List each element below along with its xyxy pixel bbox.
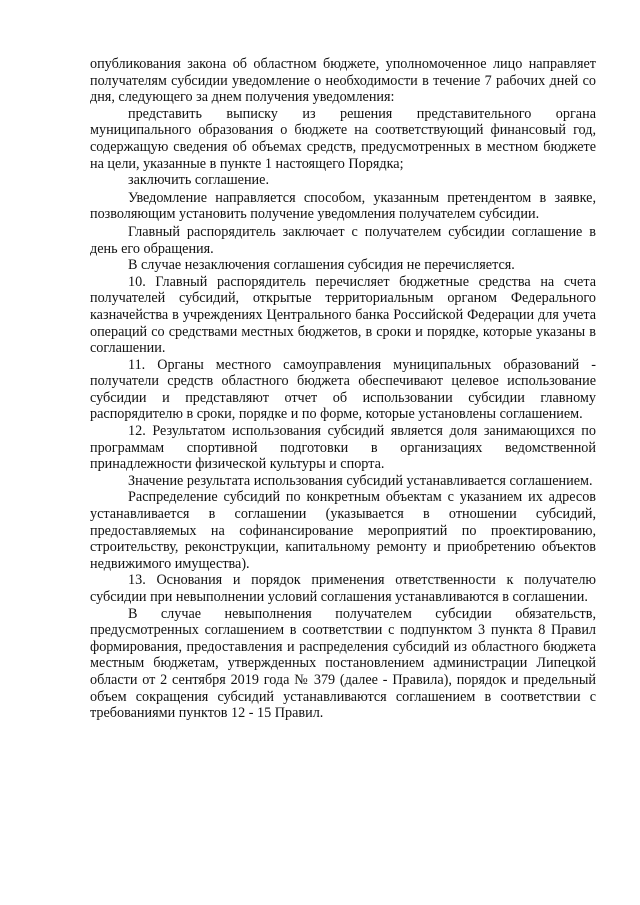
document-page [90, 56, 596, 722]
paragraph-item-12: 12. Результатом использования субсидий является доля занимающихся по программам спортивной подготовки в организациях ведомственной принадлежности физической культуры и спорта. [90, 423, 596, 473]
paragraph-no-transfer: В случае незаключения соглашения субсидия не перечисляется. [128, 257, 515, 274]
paragraph-distribution: Распределение субсидий по конкретным объектам с указанием их адресов устанавливается в соглашении (указывается в отношении субсидий, предоставляемых на софинансирование мероприятий по проектированию, строительству, реконструкции, капитальному ремонту и приобретению объектов недвижимого имущества). [90, 489, 596, 572]
paragraph-agreement-day: Главный распорядитель заключает с получателем субсидии соглашение в день его обращения. [90, 223, 596, 257]
paragraph-item-13: 13. Основания и порядок применения ответственности к получателю субсидии при невыполнении условий соглашения устанавливаются в соглашении. [90, 572, 596, 605]
paragraph-conclude-agreement: заключить соглашение. [128, 172, 269, 189]
paragraph-non-fulfillment: В случае невыполнения получателем субсидии обязательств, предусмотренных соглашением в соответствии с подпунктом 3 пункта 8 Правил формирования, предоставления и распределения субсидий из областного бюджета местным бюджетам, утвержденных постановлением администрации Липецкой области от 2 сентября 2019 года № 379 (далее - Правила), порядок и предельный объем сокращения субсидий устанавливаются соглашением в соответствии с требованиями пунктов 12 - 15 Правил. [90, 605, 596, 722]
paragraph-notification-method: Уведомление направляется способом, указанным претендентом в заявке, позволяющим установить получение уведомления получателем субсидии. [90, 189, 596, 223]
paragraph-item-10: 10. Главный распорядитель перечисляет бюджетные средства на счета получателей субсидий, открытые территориальным органом Федерального казначейства в учреждениях Центрального банка Российской Федерации для учета операций со средствами местных бюджетов, в сроки и порядке, которые указаны в соглашении. [90, 273, 596, 357]
paragraph-submit-extract: представить выписку из решения представительного органа муниципального образования о бюджете на соответствующий финансовый год, содержащую сведения об объемах средств, предусмотренных в местном бюджете на цели, указанные в пункте 1 настоящего Порядка; [90, 105, 596, 172]
paragraph-item-11: 11. Органы местного самоуправления муниципальных образований - получатели средств областного бюджета обеспечивают целевое использование субсидии и представляют отчет об использовании субсидии главному распорядителю в сроки, порядке и по форме, которые установлены соглашением. [90, 356, 596, 423]
paragraph-result-value: Значение результата использования субсидий устанавливается соглашением. [128, 472, 593, 489]
paragraph-notification-intro: опубликования закона об областном бюджете, уполномоченное лицо направляет получателям субсидии уведомление о необходимости в течение 7 рабочих дней со дня, следующего за днем получения уведомления: [90, 56, 596, 106]
